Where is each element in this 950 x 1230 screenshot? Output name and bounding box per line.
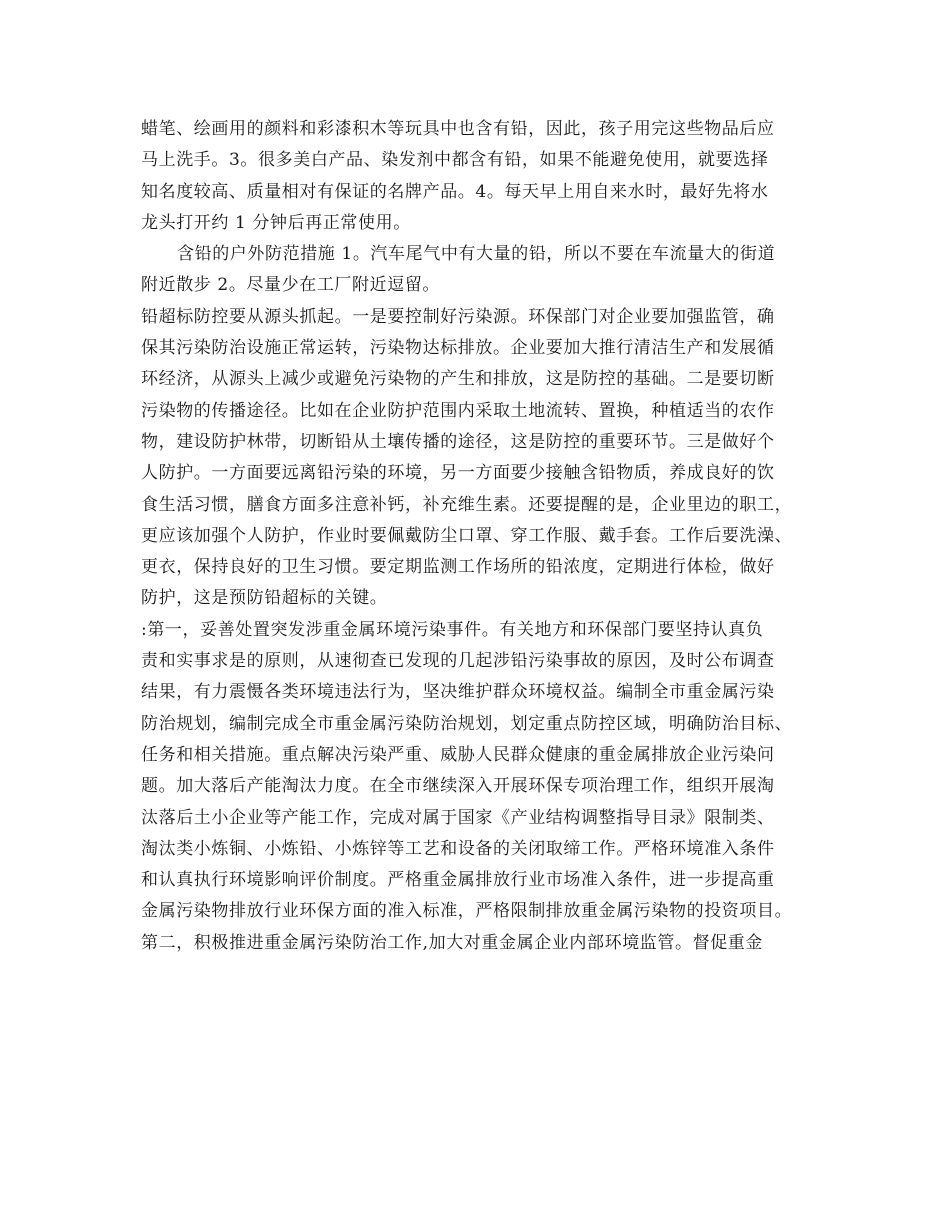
text-line: 物，建设防护林带，切断铅从土壤传播的途径，这是防控的重要环节。三是做好个 (141, 431, 775, 452)
text-line: 防治规划，编制完成全市重金属污染防治规划，划定重点防控区域，明确防治目标、 (141, 713, 793, 734)
document-body (141, 114, 827, 959)
text-line: 食生活习惯，膳食方面多注意补钙，补充维生素。还要提醒的是，企业里边的职工， (141, 494, 793, 515)
text-line: 和认真执行环境影响评价制度。严格重金属排放行业市场准入条件，进一步提高重 (141, 870, 775, 891)
text-line: 知名度较高、质量相对有保证的名牌产品。4。每天早上用自来水时，最好先将水 (141, 181, 769, 202)
text-line: 环经济，从源头上减少或避免污染物的产生和排放，这是防控的基础。二是要切断 (141, 369, 775, 390)
text-line: 马上洗手。3。很多美白产品、染发剂中都含有铅，如果不能避免使用，就要选择 (141, 150, 769, 171)
text-line: 责和实事求是的原则，从速彻查已发现的几起涉铅污染事故的原因，及时公布调查 (141, 651, 775, 672)
text-line: 含铅的户外防范措施 1。汽车尾气中有大量的铅，所以不要在车流量大的街道 (177, 244, 776, 265)
text-line: :第一，妥善处置突发涉重金属环境污染事件。有关地方和环保部门要坚持认真负 (141, 619, 764, 640)
text-line: 人防护。一方面要远离铅污染的环境，另一方面要少接触含铅物质，养成良好的饮 (141, 463, 775, 484)
text-line: 结果，有力震慑各类环境违法行为，坚决维护群众环境权益。编制全市重金属污染 (141, 682, 775, 703)
text-line: 题。加大落后产能淘汰力度。在全市继续深入开展环保专项治理工作，组织开展淘 (141, 776, 775, 797)
text-line: 淘汰类小炼铜、小炼铅、小炼锌等工艺和设备的关闭取缔工作。严格环境准入条件 (141, 838, 775, 859)
text-line: 防护，这是预防铅超标的关键。 (141, 588, 388, 609)
text-line: 更应该加强个人防护，作业时要佩戴防尘口罩、穿工作服、戴手套。工作后要洗澡、 (141, 525, 793, 546)
text-line: 保其污染防治设施正常运转，污染物达标排放。企业要加大推行清洁生产和发展循 (141, 338, 775, 359)
text-line: 污染物的传播途径。比如在企业防护范围内采取土地流转、置换，种植适当的农作 (141, 400, 775, 421)
text-line: 更衣，保持良好的卫生习惯。要定期监测工作场所的铅浓度，定期进行体检，做好 (141, 557, 775, 578)
text-line: 汰落后土小企业等产能工作，完成对属于国家《产业结构调整指导目录》限制类、 (141, 807, 775, 828)
text-line: 铅超标防控要从源头抓起。一是要控制好污染源。环保部门对企业要加强监管，确 (141, 306, 775, 327)
text-line: 附近散步 2。尽量少在工厂附近逗留。 (141, 275, 441, 296)
text-line: 蜡笔、绘画用的颜料和彩漆积木等玩具中也含有铅，因此，孩子用完这些物品后应 (141, 119, 775, 139)
text-line: 龙头打开约 1 分钟后再正常使用。 (141, 212, 411, 233)
text-line: 金属污染物排放行业环保方面的准入标准，严格限制排放重金属污染物的投资项目。 (141, 901, 793, 922)
text-line: 任务和相关措施。重点解决污染严重、威胁人民群众健康的重金属排放企业污染问 (141, 744, 775, 765)
text-line: 第二，积极推进重金属污染防治工作,加大对重金属企业内部环境监管。督促重金 (141, 932, 764, 953)
